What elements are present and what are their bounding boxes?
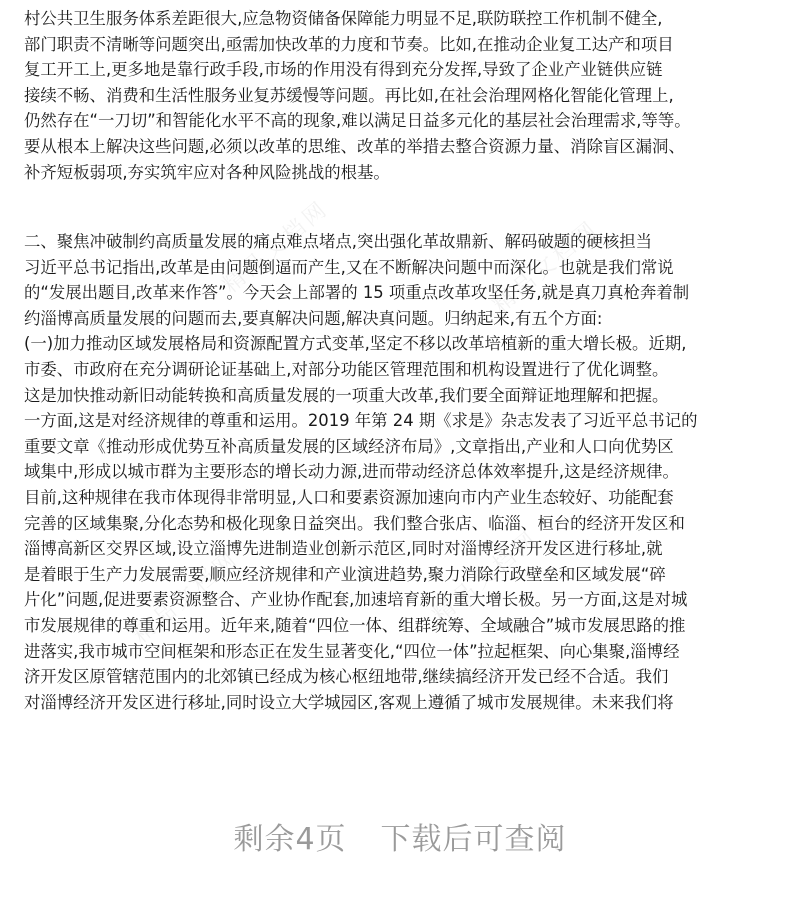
watermark: 精品文档网 bbox=[218, 195, 335, 299]
text-line: 完善的区域集聚,分化态势和极化现象日益突出。我们整合张店、临淄、桓台的经济开发区和 bbox=[24, 513, 685, 533]
text-line: 对淄博经济开发区进行移址,同时设立大学城园区,客观上遵循了城市发展规律。未来我们将 bbox=[24, 692, 674, 712]
text-line: 市委、市政府在充分调研论证基础上,对部分功能区管理范围和机构设置进行了优化调整。 bbox=[24, 359, 669, 379]
text-line: (一)加力推动区域发展格局和资源配置方式变革,坚定不移以改革培植新的重大增长极。近期, bbox=[24, 334, 687, 354]
text-line: 是着眼于生产力发展需要,顺应经济规律和产业演进趋势,聚力消除行政壁垒和区域发展“碎 bbox=[24, 564, 666, 584]
section-heading: 二、聚焦冲破制约高质量发展的痛点难点堵点,突出强化革故鼎新、解码破题的硬核担当 bbox=[24, 232, 653, 251]
text-line: 要从根本上解决这些问题,必须以改革的思维、改革的举措去整合资源力量、消除盲区漏洞、 bbox=[24, 136, 685, 156]
text-line: 仍然存在“一刀切”和智能化水平不高的现象,难以满足日益多元化的基层社会治理需求,等等。 bbox=[24, 111, 691, 131]
text-line: 的“发展出题目,改革来作答”。今天会上部署的 15 项重点改革攻坚任务,就是真刀真枪奔着制 bbox=[24, 283, 690, 303]
text-line: 复工开工上,更多地是靠行政手段,市场的作用没有得到充分发挥,导致了企业产业链供应链 bbox=[24, 60, 663, 80]
section-two bbox=[24, 229, 697, 715]
remaining-pages-label: 剩余4页 bbox=[233, 822, 347, 857]
download-prompt[interactable] bbox=[233, 810, 566, 870]
watermark: 精品文档网 bbox=[128, 545, 245, 649]
text-line: 片化”问题,促进要素资源整合、产业协作配套,加速培育新的重大增长极。另一方面,这是对城 bbox=[24, 590, 688, 610]
text-line: 目前,这种规律在我市体现得非常明显,人口和要素资源加速向市内产业生态较好、功能配套 bbox=[24, 487, 674, 507]
text-line: 补齐短板弱项,夯实筑牢应对各种风险挑战的根基。 bbox=[24, 162, 390, 182]
text-line: 重要文章《推动形成优势互补高质量发展的区域经济布局》,文章指出,产业和人口向优势区 bbox=[24, 436, 674, 456]
text-line: 市发展规律的尊重和运用。近年来,随着“四位一体、组群统筹、全域融合”城市发展思路的推 bbox=[24, 615, 686, 635]
text-line: 习近平总书记指出,改革是由问题倒逼而产生,又在不断解决问题中而深化。也就是我们常说 bbox=[24, 257, 674, 277]
text-line: 一方面,这是对经济规律的尊重和运用。2019 年第 24 期《求是》杂志发表了习近平总书记的 bbox=[24, 411, 698, 431]
text-line: 村公共卫生服务体系差距很大,应急物资储备保障能力明显不足,联防联控工作机制不健全, bbox=[24, 9, 663, 28]
text-line: 约淄博高质量发展的问题而去,要真解决问题,解决真问题。归纳起来,有五个方面: bbox=[24, 308, 603, 328]
text-line: 部门职责不清晰等问题突出,亟需加快改革的力度和节奏。比如,在推动企业复工达产和项目 bbox=[24, 34, 674, 54]
text-line: 接续不畅、消费和生活性服务业复苏缓慢等问题。再比如,在社会治理网格化智能化管理上, bbox=[24, 85, 674, 105]
text-line: 进落实,我市城市空间框架和形态正在发生显著变化,“四位一体”拉起框架、向心集聚,淄博经 bbox=[24, 641, 680, 661]
download-hint-label: 下载后可查阅 bbox=[380, 822, 567, 857]
text-line: 济开发区原管辖范围内的北郊镇已经成为核心枢纽地带,继续搞经济开发已经不合适。我们 bbox=[24, 667, 669, 687]
paragraph-1 bbox=[24, 6, 691, 185]
text-line: 淄博高新区交界区域,设立淄博先进制造业创新示范区,同时对淄博经济开发区进行移址,就 bbox=[24, 539, 663, 559]
watermark: 精品文档网 bbox=[428, 525, 545, 629]
text-line: 域集中,形成以城市群为主要形态的增长动力源,进而带动经济总体效率提升,这是经济规律。 bbox=[24, 462, 679, 482]
download-prompt-bar bbox=[0, 810, 800, 870]
text-line: 这是加快推动新旧动能转换和高质量发展的一项重大改革,我们要全面辩证地理解和把握。 bbox=[24, 385, 669, 405]
watermark: 精品文档网 bbox=[488, 215, 605, 319]
